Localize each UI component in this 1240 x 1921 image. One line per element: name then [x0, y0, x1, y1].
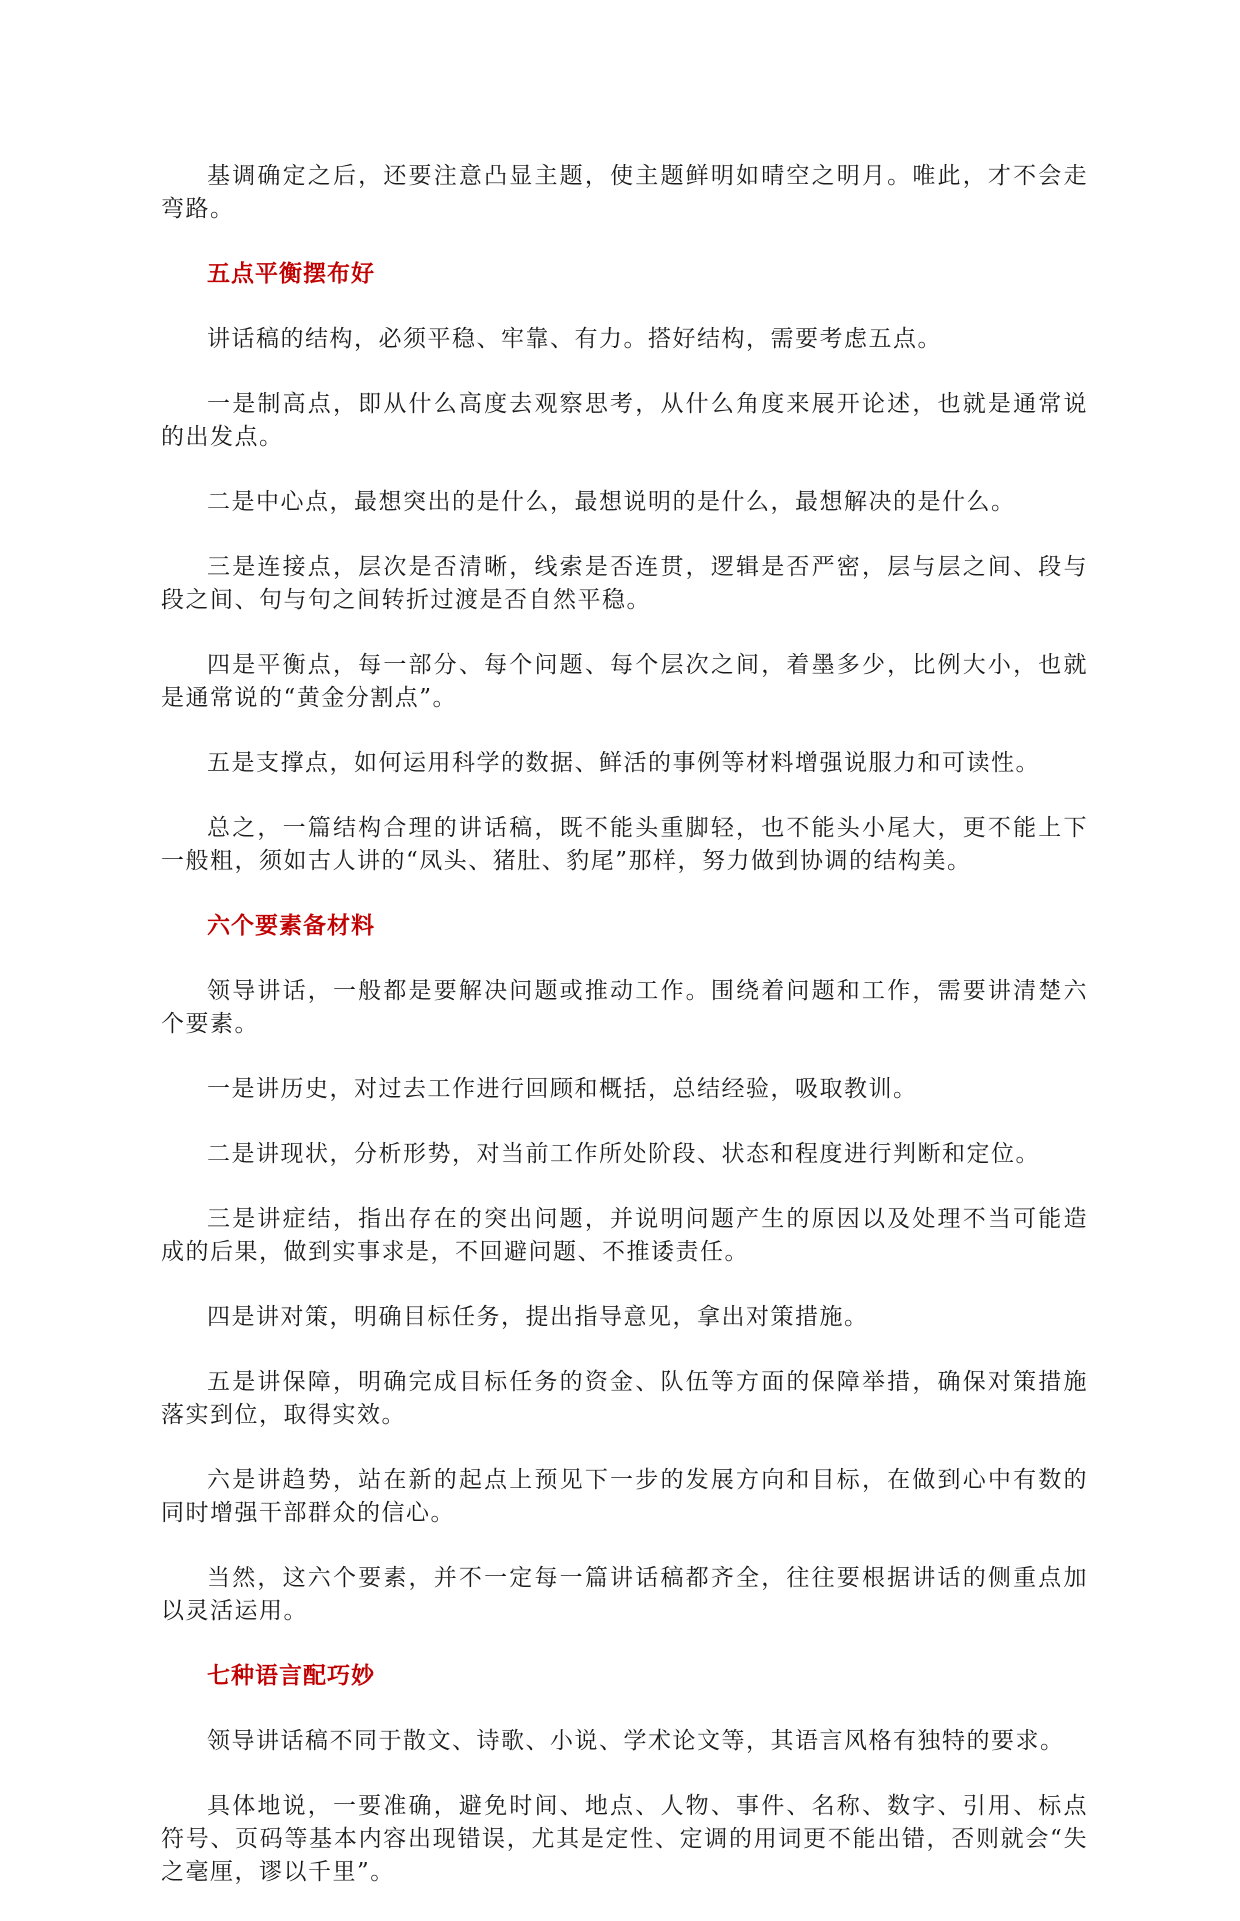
section-heading-five-points: 五点平衡摆布好 [207, 261, 375, 287]
paragraph: 具体地说，一要准确，避免时间、地点、人物、事件、名称、数字、引用、标点符号、页码等基本内容出现错误，尤其是定性、定调的用词更不能出错，否则就会“失之毫厘，谬以千里”。 [161, 1793, 1088, 1885]
section-heading-six-elements: 六个要素备材料 [207, 913, 375, 939]
paragraph: 三是连接点，层次是否清晰，线索是否连贯，逻辑是否严密，层与层之间、段与段之间、句与句之间转折过渡是否自然平稳。 [161, 554, 1088, 613]
paragraph: 四是平衡点，每一部分、每个问题、每个层次之间，着墨多少，比例大小，也就是通常说的“黄金分割点”。 [161, 652, 1088, 711]
paragraph: 当然，这六个要素，并不一定每一篇讲话稿都齐全，往往要根据讲话的侧重点加以灵活运用。 [161, 1565, 1088, 1624]
section-heading-seven-languages: 七种语言配巧妙 [207, 1663, 375, 1689]
paragraph: 领导讲话稿不同于散文、诗歌、小说、学术论文等，其语言风格有独特的要求。 [207, 1728, 1065, 1754]
paragraph: 领导讲话，一般都是要解决问题或推动工作。围绕着问题和工作，需要讲清楚六个要素。 [161, 978, 1088, 1037]
paragraph: 六是讲趋势，站在新的起点上预见下一步的发展方向和目标，在做到心中有数的同时增强干部群众的信心。 [161, 1467, 1088, 1526]
paragraph: 三是讲症结，指出存在的突出问题，并说明问题产生的原因以及处理不当可能造成的后果，做到实事求是，不回避问题、不推诿责任。 [161, 1206, 1088, 1265]
paragraph: 二是讲现状，分析形势，对当前工作所处阶段、状态和程度进行判断和定位。 [207, 1141, 1040, 1167]
paragraph: 一是讲历史，对过去工作进行回顾和概括，总结经验，吸取教训。 [207, 1076, 918, 1102]
paragraph: 五是讲保障，明确完成目标任务的资金、队伍等方面的保障举措，确保对策措施落实到位，取得实效。 [161, 1369, 1088, 1428]
paragraph-intro: 基调确定之后，还要注意凸显主题，使主题鲜明如晴空之明月。唯此，才不会走弯路。 [161, 163, 1088, 222]
paragraph: 总之，一篇结构合理的讲话稿，既不能头重脚轻，也不能头小尾大，更不能上下一般粗，须如古人讲的“凤头、猪肚、豹尾”那样，努力做到协调的结构美。 [161, 815, 1088, 874]
paragraph: 五是支撑点，如何运用科学的数据、鲜活的事例等材料增强说服力和可读性。 [207, 750, 1040, 776]
paragraph: 一是制高点，即从什么高度去观察思考，从什么角度来展开论述，也就是通常说的出发点。 [161, 391, 1088, 450]
document-body [161, 160, 1088, 1921]
paragraph: 二是中心点，最想突出的是什么，最想说明的是什么，最想解决的是什么。 [207, 489, 1016, 515]
paragraph: 四是讲对策，明确目标任务，提出指导意见，拿出对策措施。 [207, 1304, 869, 1330]
paragraph: 讲话稿的结构，必须平稳、牢靠、有力。搭好结构，需要考虑五点。 [207, 326, 942, 352]
